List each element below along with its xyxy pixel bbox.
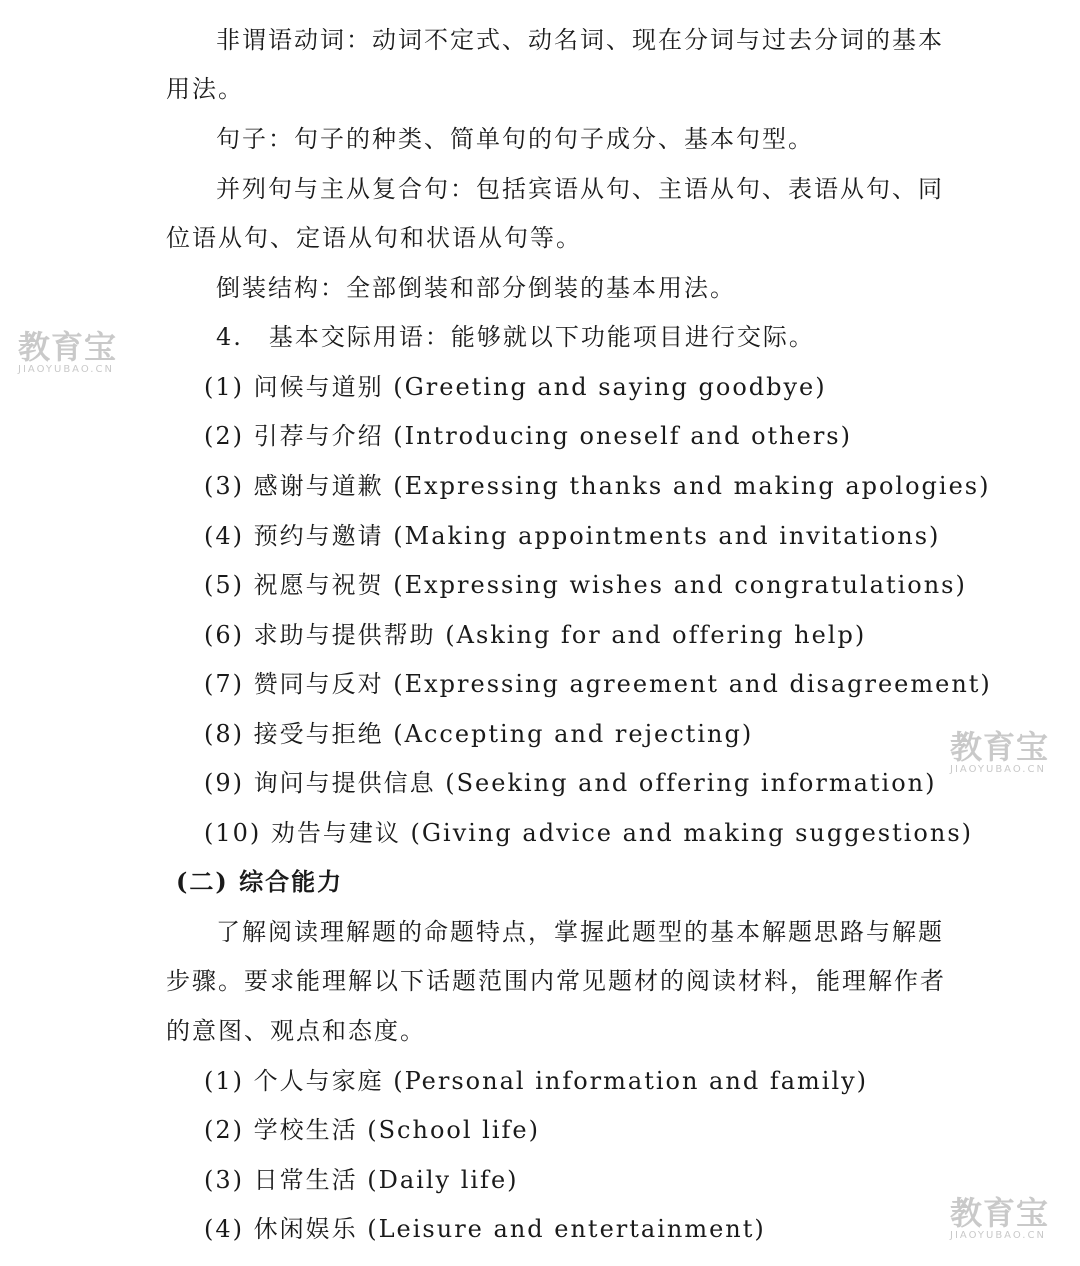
text-line: 位语从句、定语从句和状语从句等。 <box>166 224 582 252</box>
watermark-site: JIAOYUBAO.CN <box>950 764 1046 775</box>
watermark-logo <box>950 1196 1049 1242</box>
text-line: 倒装结构：全部倒装和部分倒装的基本用法。 <box>216 274 736 302</box>
text-line: 4. 基本交际用语：能够就以下功能项目进行交际。 <box>216 323 815 351</box>
watermark-site: JIAOYUBAO.CN <box>18 364 114 375</box>
list-item: (2) 学校生活 (School life) <box>204 1116 540 1144</box>
text-line: 步骤。要求能理解以下话题范围内常见题材的阅读材料，能理解作者 <box>166 967 946 995</box>
list-item: (4) 休闲娱乐 (Leisure and entertainment) <box>204 1215 766 1243</box>
text-line: 并列句与主从复合句：包括宾语从句、主语从句、表语从句、同 <box>216 175 944 203</box>
list-item: (9) 询问与提供信息 (Seeking and offering information) <box>204 769 937 797</box>
watermark-site: JIAOYUBAO.CN <box>950 1230 1046 1241</box>
list-item: (3) 感谢与道歉 (Expressing thanks and making apologies) <box>204 472 991 500</box>
list-item: (10) 劝告与建议 (Giving advice and making suggestions) <box>204 819 974 847</box>
text-line: 了解阅读理解题的命题特点，掌握此题型的基本解题思路与解题 <box>216 918 944 946</box>
watermark-name: 教育宝 <box>950 728 1050 766</box>
list-item: (4) 预约与邀请 (Making appointments and invitations) <box>204 522 941 550</box>
list-item: (1) 个人与家庭 (Personal information and family) <box>204 1067 869 1095</box>
list-item: (7) 赞同与反对 (Expressing agreement and disagreement) <box>204 670 992 698</box>
list-item: (1) 问候与道别 (Greeting and saying goodbye) <box>204 373 827 401</box>
text-line: 句子：句子的种类、简单句的句子成分、基本句型。 <box>216 125 814 153</box>
list-item: (3) 日常生活 (Daily life) <box>204 1166 519 1194</box>
text-line: 用法。 <box>166 75 244 103</box>
list-item: (8) 接受与拒绝 (Accepting and rejecting) <box>204 720 754 748</box>
section-heading: (二) 综合能力 <box>176 867 344 896</box>
watermark-name: 教育宝 <box>18 328 118 366</box>
list-item: (2) 引荐与介绍 (Introducing oneself and others) <box>204 422 852 450</box>
list-item: (6) 求助与提供帮助 (Asking for and offering help) <box>204 621 867 649</box>
watermark-logo <box>18 330 117 376</box>
watermark-logo <box>950 730 1049 776</box>
watermark-name: 教育宝 <box>950 1194 1050 1232</box>
text-line: 非谓语动词：动词不定式、动名词、现在分词与过去分词的基本 <box>216 26 944 54</box>
list-item: (5) 祝愿与祝贺 (Expressing wishes and congratulations) <box>204 571 967 599</box>
text-line: 的意图、观点和态度。 <box>166 1017 426 1045</box>
